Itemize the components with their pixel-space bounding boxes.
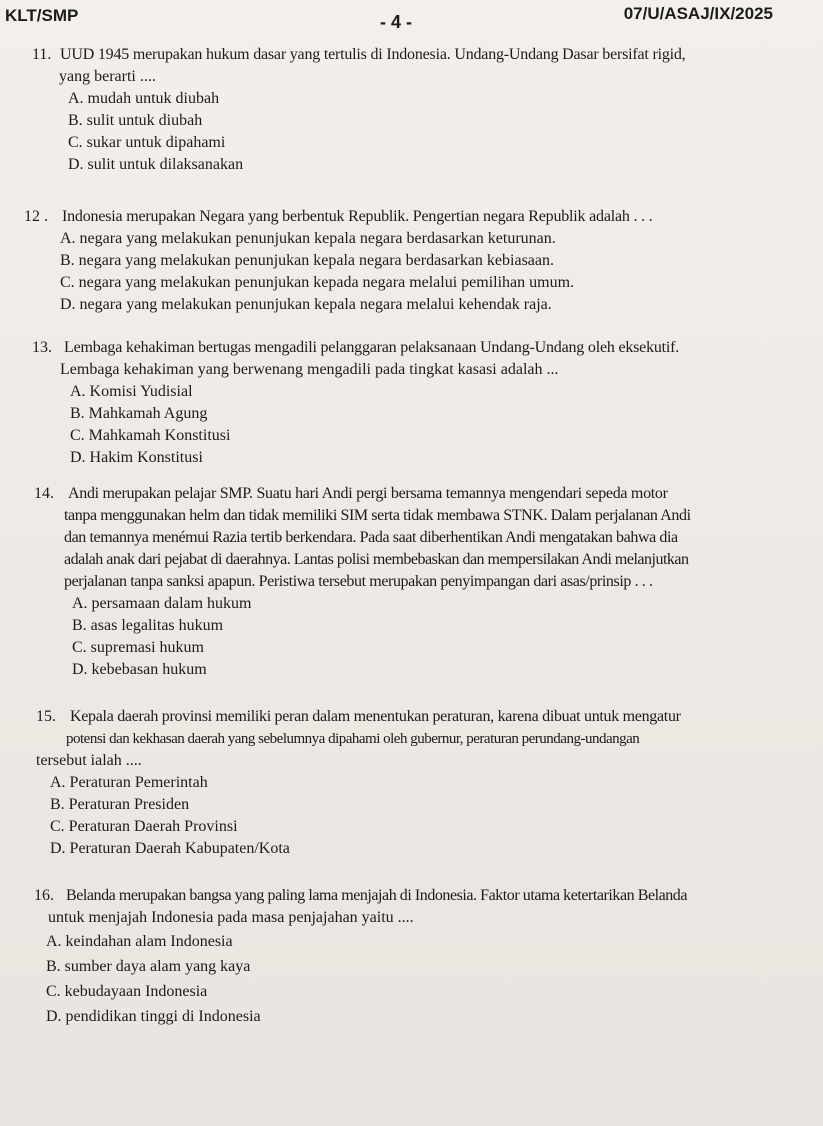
- option-b[interactable]: B. sulit untuk diubah: [68, 112, 203, 129]
- option-b[interactable]: B. Mahkamah Agung: [70, 405, 208, 422]
- question-number: 11.: [32, 46, 52, 63]
- options-list: [32, 381, 792, 469]
- option-a[interactable]: A. keindahan alam Indonesia: [46, 933, 233, 950]
- options-list: [24, 228, 794, 316]
- option-d[interactable]: D. pendidikan tinggi di Indonesia: [46, 1008, 261, 1025]
- options-list: [34, 929, 809, 1029]
- question-stem: 15. Kepala daerah provinsi memiliki peran dalam menentukan peraturan, karena dibuat untuk mengatur: [36, 706, 796, 728]
- question-number: 14.: [34, 485, 54, 502]
- option-a[interactable]: A. Komisi Yudisial: [70, 383, 193, 400]
- question-14: 14. Andi merupakan pelajar SMP. Suatu hari Andi pergi bersama temannya mengendari sepeda motor tanpa menggunakan helm dan tidak memiliki SIM serta tidak membawa STNK. Dalam perjalanan Andi dan temannya menémui Razia tertib berkendara. Pada saat diberhentikan Andi mengatakan bahwa dia adalah anak dari pejabat di daerahnya. Lantas polisi membebaskan dan mempersilakan Andi melanjutkan perjalanan tanpa sanksi apapun. Peristiwa tersebut merupakan penyimpangan dari asas/prinsip . . . A. persamaan dalam hukum B. asas legalitas hukum C. supremasi hukum D. kebebasan hukum: [34, 483, 794, 681]
- question-stem: 16. Belanda merupakan bangsa yang paling lama menjajah di Indonesia. Faktor utama ketertarikan Belanda: [34, 885, 809, 907]
- page-header: [0, 2, 823, 32]
- option-a[interactable]: A. Peraturan Pemerintah: [50, 774, 208, 791]
- option-b[interactable]: B. asas legalitas hukum: [72, 617, 224, 634]
- question-number: 16.: [34, 887, 54, 904]
- header-school-code: KLT/SMP: [5, 6, 79, 25]
- option-d[interactable]: D. Peraturan Daerah Kabupaten/Kota: [50, 840, 290, 857]
- option-c[interactable]: C. Mahkamah Konstitusi: [70, 427, 231, 444]
- question-stem: 14. Andi merupakan pelajar SMP. Suatu hari Andi pergi bersama temannya mengendari sepeda motor: [34, 483, 794, 505]
- option-b[interactable]: B. Peraturan Presiden: [50, 796, 190, 813]
- option-c[interactable]: C. kebudayaan Indonesia: [46, 983, 208, 1000]
- question-number: 13.: [32, 339, 52, 356]
- options-list: [36, 772, 796, 860]
- page-number: - 4 -: [380, 12, 413, 32]
- option-a[interactable]: A. mudah untuk diubah: [68, 90, 220, 107]
- question-11: 11. UUD 1945 merupakan hukum dasar yang tertulis di Indonesia. Undang-Undang Dasar bersifat rigid, yang berarti .... A. mudah untuk diubah B. sulit untuk diubah C. sukar untuk dipahami D. sulit untuk dilaksanakan: [32, 44, 792, 176]
- option-d[interactable]: D. negara yang melakukan penunjukan kepala negara melalui kehendak raja.: [60, 296, 552, 313]
- question-12: [24, 206, 794, 316]
- question-16: 16. Belanda merupakan bangsa yang paling lama menjajah di Indonesia. Faktor utama ketertarikan Belanda untuk menjajah Indonesia pada masa penjajahan yaitu .... A. keindahan alam Indonesia B. sumber daya alam yang kaya C. kebudayaan Indonesia D. pendidikan tinggi di Indonesia: [34, 885, 809, 1029]
- question-number: 15.: [36, 708, 56, 725]
- question-15: 15. Kepala daerah provinsi memiliki peran dalam menentukan peraturan, karena dibuat untuk mengatur potensi dan kekhasan daerah yang sebelumnya dipahami oleh gubernur, peraturan perundang-undangan tersebut ialah .... A. Peraturan Pemerintah B. Peraturan Presiden C. Peraturan Daerah Provinsi D. Peraturan Daerah Kabupaten/Kota: [36, 706, 796, 860]
- option-d[interactable]: D. Hakim Konstitusi: [70, 449, 203, 466]
- option-c[interactable]: C. negara yang melakukan penunjukan kepada negara melalui pemilihan umum.: [60, 274, 575, 291]
- question-13: 13. Lembaga kehakiman bertugas mengadili pelanggaran pelaksanaan Undang-Undang oleh eksekutif. Lembaga kehakiman yang berwenang mengadili pada tingkat kasasi adalah ... A. Komisi Yudisial B. Mahkamah Agung C. Mahkamah Konstitusi D. Hakim Konstitusi: [32, 337, 792, 469]
- options-list: [34, 593, 794, 681]
- question-number: 12 .: [24, 208, 48, 225]
- options-list: [32, 88, 792, 176]
- question-stem: 13. Lembaga kehakiman bertugas mengadili pelanggaran pelaksanaan Undang-Undang oleh eksekutif.: [32, 337, 792, 359]
- header-exam-code: 07/U/ASAJ/IX/2025: [623, 4, 773, 23]
- option-c[interactable]: C. supremasi hukum: [72, 639, 204, 656]
- option-d[interactable]: D. kebebasan hukum: [72, 661, 207, 678]
- option-c[interactable]: C. Peraturan Daerah Provinsi: [50, 818, 238, 835]
- option-d[interactable]: D. sulit untuk dilaksanakan: [68, 156, 244, 173]
- option-a[interactable]: A. negara yang melakukan penunjukan kepala negara berdasarkan keturunan.: [60, 230, 556, 247]
- question-stem: 12 . Indonesia merupakan Negara yang berbentuk Republik. Pengertian negara Republik adalah . . .: [24, 206, 794, 228]
- option-b[interactable]: B. sumber daya alam yang kaya: [46, 958, 251, 975]
- question-stem: 11. UUD 1945 merupakan hukum dasar yang tertulis di Indonesia. Undang-Undang Dasar bersifat rigid,: [32, 44, 792, 66]
- option-a[interactable]: A. persamaan dalam hukum: [72, 595, 252, 612]
- option-b[interactable]: B. negara yang melakukan penunjukan kepala negara berdasarkan kebiasaan.: [60, 252, 554, 269]
- option-c[interactable]: C. sukar untuk dipahami: [68, 134, 226, 151]
